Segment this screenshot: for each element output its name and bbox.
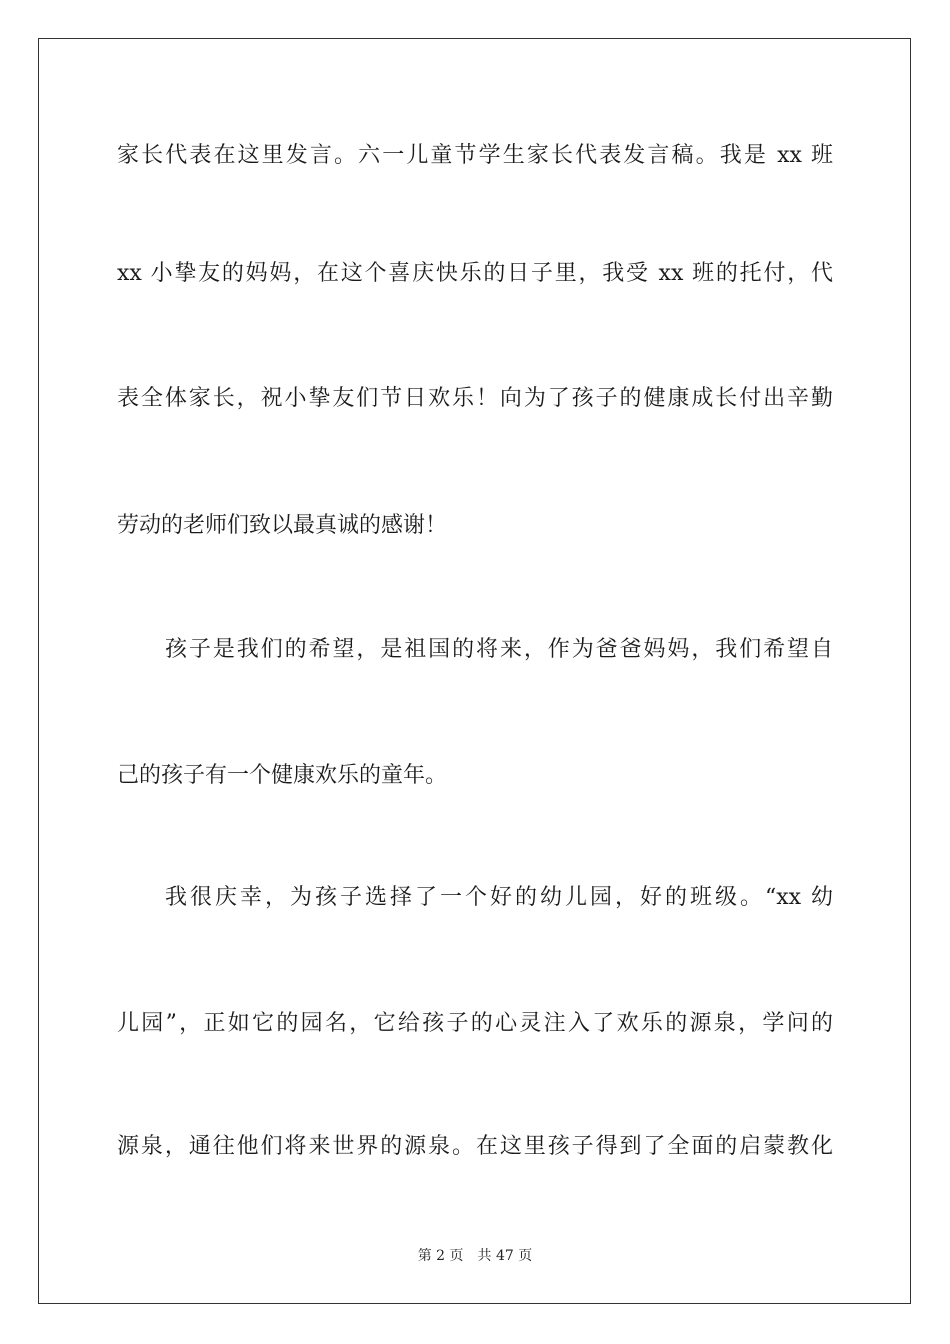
paragraph-first-line: 我很庆幸，为孩子选择了一个好的幼儿园，好的班级。“xx 幼 [165,885,833,910]
page-footer [0,1246,950,1266]
text-line: 表全体家长，祝小挚友们节日欢乐！向为了孩子的健康成长付出辛勤 [117,386,833,411]
page-border [38,38,911,1304]
text-line: 源泉，通往他们将来世界的源泉。在这里孩子得到了全面的启蒙教化 [117,1134,833,1159]
text-line: xx 小挚友的妈妈，在这个喜庆快乐的日子里，我受 xx 班的托付，代 [117,261,833,286]
text-line: 劳动的老师们致以最真诚的感谢！ [117,513,448,538]
text-line: 己的孩子有一个健康欢乐的童年。 [117,763,448,788]
page-total: 共 47 页 [477,1248,533,1264]
text-line: 家长代表在这里发言。六一儿童节学生家长代表发言稿。我是 xx 班 [117,143,833,168]
text-line: 儿园”，正如它的园名，它给孩子的心灵注入了欢乐的源泉，学问的 [117,1011,833,1036]
page-number: 第 2 页 [417,1248,464,1264]
paragraph-first-line: 孩子是我们的希望，是祖国的将来，作为爸爸妈妈，我们希望自 [165,637,833,662]
